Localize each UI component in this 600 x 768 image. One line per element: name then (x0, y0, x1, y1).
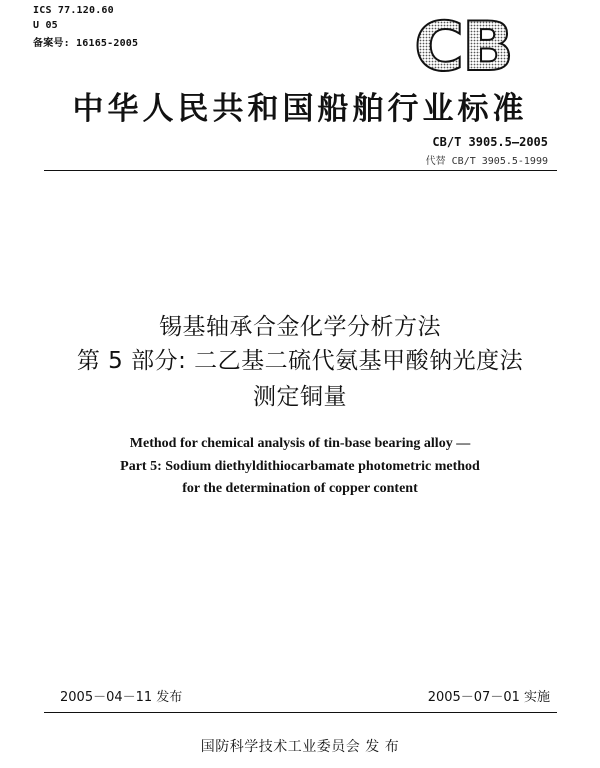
english-title-line-2: Part 5: Sodium diethyldithiocarbamate photometric method (120, 459, 480, 474)
english-title-line-1: Method for chemical analysis of tin-base bearing alloy — (129, 436, 471, 451)
organization-title: 中华人民共和国船舶行业标准 (72, 91, 528, 127)
top-divider (44, 170, 557, 171)
category-code: U 05 (33, 20, 58, 31)
cb-logo (398, 15, 528, 75)
english-title-line-3: for the determination of copper content (182, 481, 418, 496)
chinese-title-line-2: 第 5 部分: 二乙基二硫代氨基甲酸钠光度法 (76, 348, 524, 374)
implementation-date: 2005－07－01 实施 (427, 690, 550, 705)
chinese-title-line-1: 锡基轴承合金化学分析方法 (159, 314, 441, 340)
bottom-divider (44, 712, 557, 713)
ics-code: ICS 77.120.60 (33, 5, 114, 16)
chinese-title-line-3: 测定铜量 (253, 384, 347, 410)
record-number: 备案号: 16165-2005 (33, 38, 139, 49)
replaces-standard: 代替 CB/T 3905.5-1999 (425, 156, 548, 167)
issue-date: 2005－04－11 发布 (60, 690, 183, 705)
publisher: 国防科学技术工业委员会 发 布 (200, 739, 400, 755)
standard-number: CB/T 3905.5—2005 (432, 135, 548, 149)
logo-text: CB (414, 15, 512, 75)
